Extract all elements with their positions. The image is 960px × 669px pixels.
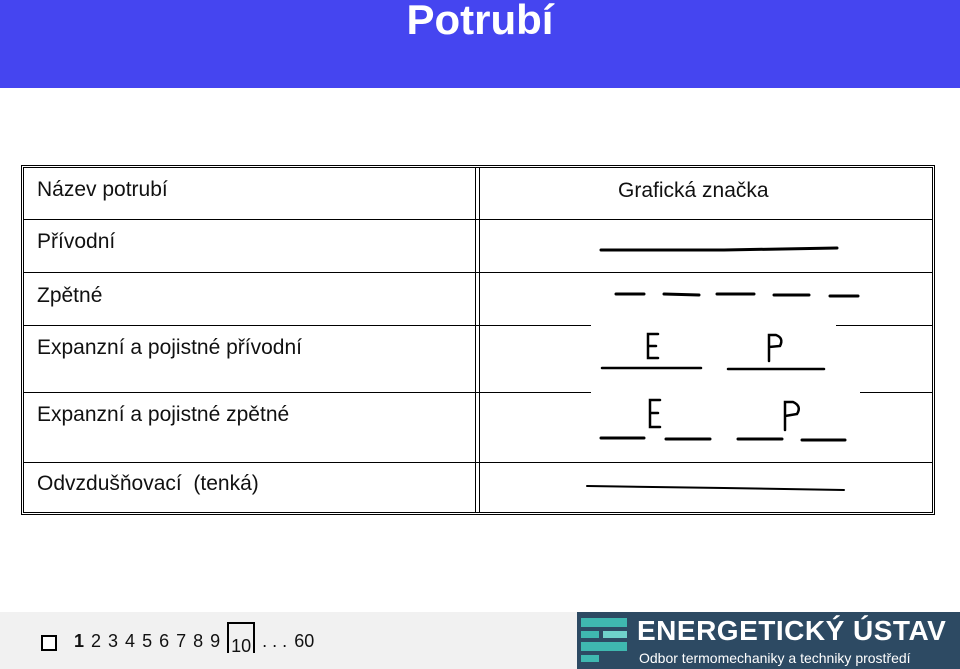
page-link[interactable]: 10: [227, 622, 255, 653]
page-link-last[interactable]: 60: [294, 631, 315, 651]
page-link[interactable]: 7: [176, 631, 187, 651]
page-link[interactable]: 3: [108, 631, 119, 651]
page-link[interactable]: 5: [142, 631, 153, 651]
page-link[interactable]: 4: [125, 631, 136, 651]
ep-dashed-symbol: [601, 400, 845, 440]
row-name: Přívodní: [37, 230, 116, 253]
symbol-graphics: [24, 168, 932, 512]
row-name: Zpětné: [37, 284, 103, 307]
page-link[interactable]: 8: [193, 631, 204, 651]
logo-title: ENERGETICKÝ ÚSTAV: [637, 615, 947, 646]
navigation-checkbox[interactable]: [41, 635, 57, 651]
solid-line-symbol: [601, 248, 837, 250]
energeticky-ustav-logo: [577, 612, 960, 669]
row-name: Odvzdušňovací (tenká): [37, 472, 259, 495]
footer-bar: [0, 612, 960, 669]
column-header-symbol: Grafická značka: [618, 179, 769, 202]
row-name: Expanzní a pojistné zpětné: [37, 403, 290, 426]
logo-bars-icon: [581, 618, 631, 664]
column-header-name: Název potrubí: [37, 178, 168, 201]
page-link[interactable]: 1: [74, 631, 85, 651]
dashed-line-symbol: [616, 294, 858, 296]
page-ellipsis: . . .: [262, 631, 288, 651]
row-name: Expanzní a pojistné přívodní: [37, 336, 303, 359]
page-link[interactable]: 2: [91, 631, 102, 651]
logo-subtitle: Odbor termomechaniky a techniky prostředí: [639, 650, 911, 666]
ep-solid-symbol: [602, 334, 824, 369]
thin-line-symbol: [587, 486, 844, 490]
page-link[interactable]: 9: [210, 631, 221, 651]
page-title: Potrubí: [406, 0, 554, 43]
title-bar: [0, 0, 960, 88]
page-link[interactable]: 6: [159, 631, 170, 651]
pipe-table: [21, 165, 935, 515]
page-navigation: [74, 631, 321, 656]
